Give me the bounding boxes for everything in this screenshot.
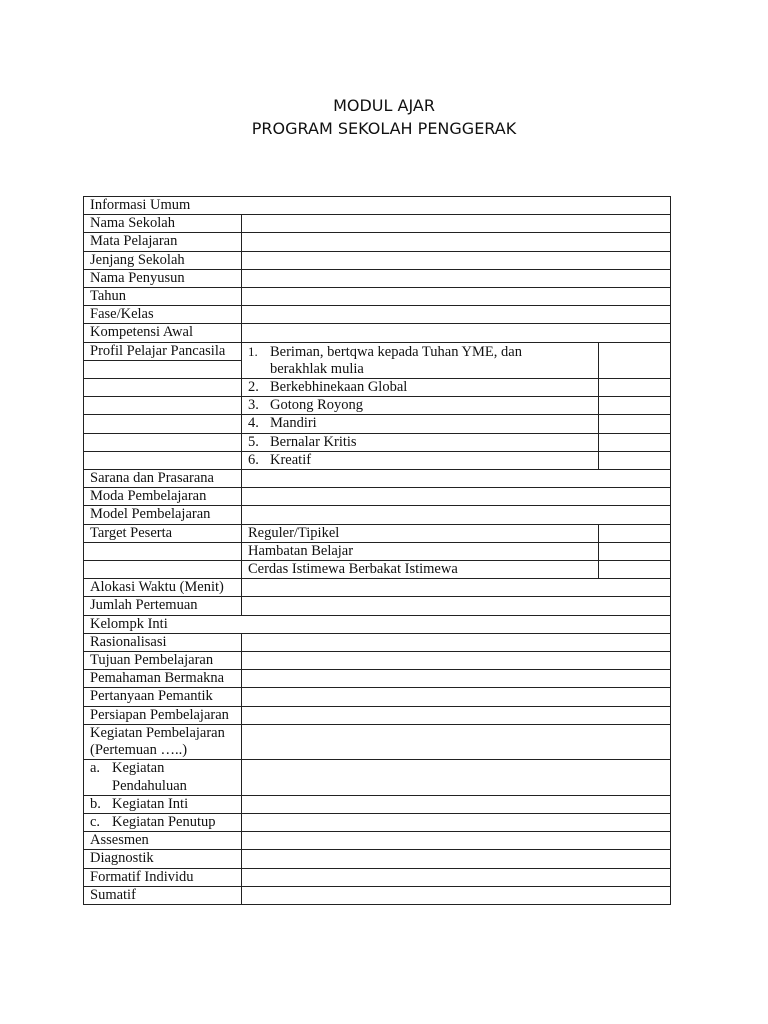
rationale-field[interactable] <box>242 633 671 651</box>
table-row <box>84 706 671 724</box>
activity-c-field[interactable] <box>242 813 671 831</box>
page-title <box>0 94 768 140</box>
learning-model-label: Model Pembelajaran <box>84 506 242 524</box>
empty-cell <box>84 542 242 560</box>
activity-c-label <box>84 813 242 831</box>
table-row <box>84 832 671 850</box>
pancasila-check-1[interactable] <box>599 342 671 378</box>
pancasila-check-4[interactable] <box>599 415 671 433</box>
pancasila-item-1 <box>242 342 599 378</box>
item-number: 2. <box>248 379 259 396</box>
preparation-field[interactable] <box>242 706 671 724</box>
table-row <box>84 542 671 560</box>
table-row <box>84 415 671 433</box>
item-number: 5. <box>248 433 259 450</box>
table-row <box>84 251 671 269</box>
pancasila-item-4 <box>242 415 599 433</box>
table-row <box>84 850 671 868</box>
subject-label: Mata Pelajaran <box>84 233 242 251</box>
trigger-questions-label: Pertanyaan Pemantik <box>84 688 242 706</box>
activities-field[interactable] <box>242 724 671 759</box>
initial-competence-field[interactable] <box>242 324 671 342</box>
module-form-table <box>83 196 671 905</box>
table-row <box>84 233 671 251</box>
target-check-regular[interactable] <box>599 524 671 542</box>
phase-class-label: Fase/Kelas <box>84 306 242 324</box>
empty-cell <box>84 433 242 451</box>
learning-mode-field[interactable] <box>242 488 671 506</box>
trigger-questions-field[interactable] <box>242 688 671 706</box>
preparation-label: Persiapan Pembelajaran <box>84 706 242 724</box>
target-option-barrier: Hambatan Belajar <box>242 542 599 560</box>
pancasila-item-3 <box>242 397 599 415</box>
table-row <box>84 886 671 904</box>
diagnostic-field[interactable] <box>242 850 671 868</box>
table-row <box>84 379 671 397</box>
assessment-field[interactable] <box>242 832 671 850</box>
item-number: 3. <box>248 397 259 414</box>
table-row <box>84 269 671 287</box>
target-option-regular: Reguler/Tipikel <box>242 524 599 542</box>
summative-field[interactable] <box>242 886 671 904</box>
table-row <box>84 868 671 886</box>
objectives-field[interactable] <box>242 652 671 670</box>
section-general-header: Informasi Umum <box>84 197 671 215</box>
time-allocation-label: Alokasi Waktu (Menit) <box>84 579 242 597</box>
item-number: 1. <box>248 343 258 359</box>
item-text: Mandiri <box>270 415 317 432</box>
empty-cell <box>84 561 242 579</box>
facilities-label: Sarana dan Prasarana <box>84 470 242 488</box>
school-level-label: Jenjang Sekolah <box>84 251 242 269</box>
table-row <box>84 597 671 615</box>
table-row <box>84 506 671 524</box>
pancasila-item-5 <box>242 433 599 451</box>
learning-model-field[interactable] <box>242 506 671 524</box>
item-number: 6. <box>248 451 259 468</box>
activity-b-label <box>84 795 242 813</box>
meetings-count-label: Jumlah Pertemuan <box>84 597 242 615</box>
activity-a-label <box>84 760 242 795</box>
diagnostic-label: Diagnostik <box>84 850 242 868</box>
table-row <box>84 470 671 488</box>
table-row <box>84 579 671 597</box>
activity-letter: a. <box>90 760 101 777</box>
item-text: Bernalar Kritis <box>270 433 357 450</box>
empty-cell <box>84 379 242 397</box>
author-field[interactable] <box>242 269 671 287</box>
empty-cell <box>84 415 242 433</box>
school-name-label: Nama Sekolah <box>84 215 242 233</box>
activities-label-line-1: Kegiatan Pembelajaran <box>90 724 225 741</box>
item-text: Beriman, bertqwa kepada Tuhan YME, dan <box>270 343 522 360</box>
table-row <box>84 760 671 795</box>
empty-cell <box>84 360 242 378</box>
table-row <box>84 288 671 306</box>
facilities-field[interactable] <box>242 470 671 488</box>
pancasila-check-5[interactable] <box>599 433 671 451</box>
title-line-1: MODUL AJAR <box>333 96 435 115</box>
table-row <box>84 615 671 633</box>
meetings-count-field[interactable] <box>242 597 671 615</box>
item-text: Berkebhinekaan Global <box>270 379 408 396</box>
activities-label-line-2: (Pertemuan …..) <box>90 742 188 759</box>
target-check-gifted[interactable] <box>599 561 671 579</box>
table-row <box>84 451 671 469</box>
rationale-label: Rasionalisasi <box>84 633 242 651</box>
activities-label <box>84 724 242 759</box>
table-row <box>84 488 671 506</box>
section-core-header: Kelompk Inti <box>84 615 671 633</box>
table-row <box>84 813 671 831</box>
pancasila-item-6 <box>242 451 599 469</box>
activity-letter: b. <box>90 795 101 812</box>
time-allocation-field[interactable] <box>242 579 671 597</box>
initial-competence-label: Kompetensi Awal <box>84 324 242 342</box>
table-row <box>84 397 671 415</box>
assessment-label: Assesmen <box>84 832 242 850</box>
activity-letter: c. <box>90 813 101 830</box>
table-row <box>84 670 671 688</box>
item-text-cont: berakhlak mulia <box>270 360 364 377</box>
table-row <box>84 724 671 759</box>
table-row <box>84 342 671 360</box>
phase-class-field[interactable] <box>242 306 671 324</box>
year-field[interactable] <box>242 288 671 306</box>
author-label: Nama Penyusun <box>84 269 242 287</box>
formative-label: Formatif Individu <box>84 868 242 886</box>
learning-mode-label: Moda Pembelajaran <box>84 488 242 506</box>
title-line-2: PROGRAM SEKOLAH PENGGERAK <box>251 119 517 138</box>
table-row <box>84 433 671 451</box>
activity-text: Kegiatan Penutup <box>112 813 216 830</box>
table-row <box>84 215 671 233</box>
activity-a-field[interactable] <box>242 760 671 795</box>
table-row <box>84 795 671 813</box>
empty-cell <box>84 397 242 415</box>
subject-field[interactable] <box>242 233 671 251</box>
table-row <box>84 306 671 324</box>
target-option-gifted: Cerdas Istimewa Berbakat Istimewa <box>242 561 599 579</box>
table-row <box>84 524 671 542</box>
school-level-field[interactable] <box>242 251 671 269</box>
table-row <box>84 633 671 651</box>
objectives-label: Tujuan Pembelajaran <box>84 652 242 670</box>
school-name-field[interactable] <box>242 215 671 233</box>
activity-b-field[interactable] <box>242 795 671 813</box>
activity-text: Kegiatan <box>112 760 165 777</box>
target-label: Target Peserta <box>84 524 242 542</box>
meaningful-understanding-label: Pemahaman Bermakna <box>84 670 242 688</box>
table-row <box>84 561 671 579</box>
item-number: 4. <box>248 415 259 432</box>
item-text: Kreatif <box>270 451 312 468</box>
year-label: Tahun <box>84 288 242 306</box>
summative-label: Sumatif <box>84 886 242 904</box>
item-text: Gotong Royong <box>270 397 364 414</box>
table-row <box>84 197 671 215</box>
empty-cell <box>84 451 242 469</box>
activity-text-cont: Pendahuluan <box>112 777 187 794</box>
table-row <box>84 324 671 342</box>
table-row <box>84 688 671 706</box>
meaningful-understanding-field[interactable] <box>242 670 671 688</box>
activity-text: Kegiatan Inti <box>112 795 189 812</box>
target-check-barrier[interactable] <box>599 542 671 560</box>
pancasila-check-6[interactable] <box>599 451 671 469</box>
pancasila-item-2 <box>242 379 599 397</box>
pancasila-check-3[interactable] <box>599 397 671 415</box>
table-row <box>84 652 671 670</box>
formative-field[interactable] <box>242 868 671 886</box>
pancasila-profile-label: Profil Pelajar Pancasila <box>84 342 242 360</box>
pancasila-check-2[interactable] <box>599 379 671 397</box>
